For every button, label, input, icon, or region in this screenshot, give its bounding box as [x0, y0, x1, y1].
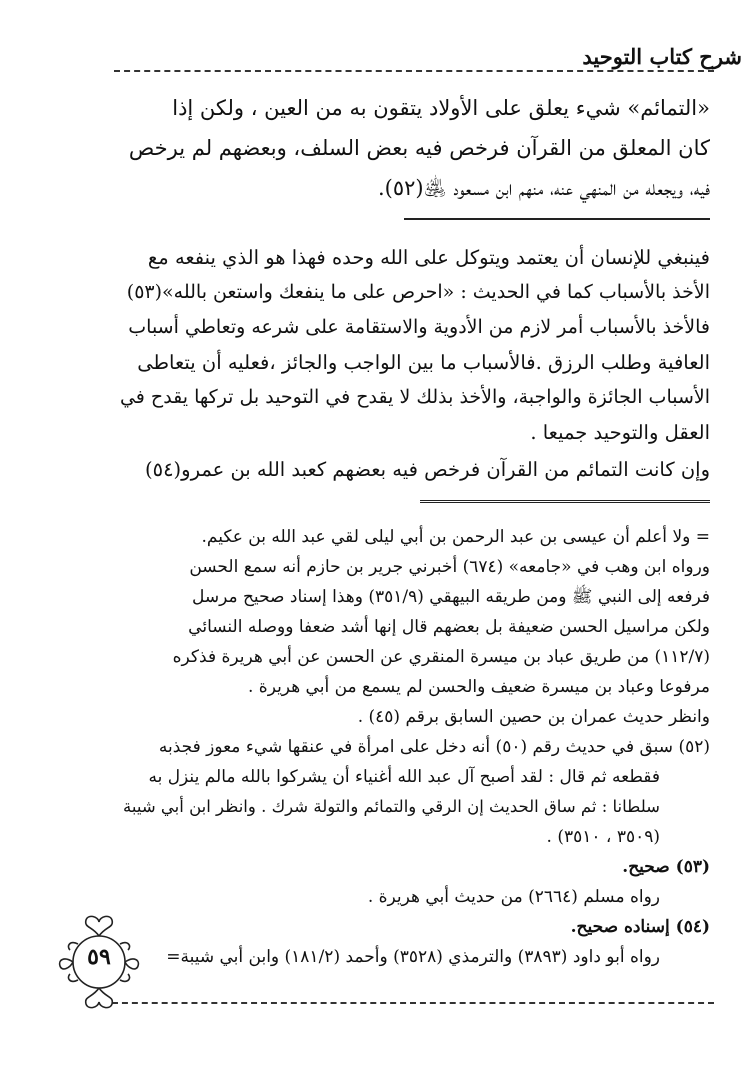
footnote-54-body: رواه أبو داود (٣٨٩٣) والترمذي (٣٥٢٨) وأحمد (١٨١/٢) وابن أبي شيبة= [166, 947, 660, 967]
footnote-separator [420, 500, 710, 503]
footnote-52: (٥٢) سبق في حديث رقم (٥٠) أنه دخل على امرأة في عنقها شيء معوز فجذبه [158, 737, 710, 757]
p1-line: كان المعلق من القرآن فرخص فيه بعض السلف، وبعضهم لم يرخص [128, 136, 710, 160]
paragraph-3 [118, 452, 710, 487]
p2-line: العقل والتوحيد جميعا . [530, 421, 710, 444]
footnote-53-head: (٥٣) صحيح. [622, 857, 710, 877]
footnote-54-head: (٥٤) إسناده صحيح. [570, 917, 710, 937]
footnote-line: فرفعه إلى النبي ﷺ ومن طريقه البيهقي (٣٥١/٩) وهذا إسناد صحيح مرسل [191, 587, 710, 607]
p2-line: الأسباب الجائزة والواجبة، والأخذ بذلك لا يقدح في التوحيد بل تركها يقدح في [119, 386, 710, 408]
footnote-line: مرفوعا وعباد بن ميسرة ضعيف والحسن لم يسمع من أبي هريرة . [247, 677, 710, 697]
footnote-53-body: رواه مسلم (٢٦٦٤) من حديث أبي هريرة . [367, 887, 660, 907]
p3-line: وإن كانت التمائم من القرآن فرخص فيه بعضهم كعبد الله بن عمرو(٥٤) [144, 458, 710, 481]
footnote-line: ورواه ابن وهب في «جامعه» (٦٧٤) أخبرني جرير بن حازم أنه سمع الحسن [189, 557, 710, 577]
page-number: ٥٩ [87, 944, 111, 970]
footnote-line: وانظر حديث عمران بن حصين السابق برقم (٤٥) . [357, 707, 710, 727]
p1-line: فيه، ويجعله من المنهي عنه، منهم ابن مسعود ﵁(٥٢). [377, 176, 710, 200]
footnote-line: (١١٢/٧) من طريق عباد بن ميسرة المنقري عن الحسن عن أبي هريرة فذكره [172, 647, 710, 667]
section-separator [404, 218, 710, 220]
footnote-line: = ولا أعلم أن عيسى بن عبد الرحمن بن أبي ليلى لقي عبد الله بن عكيم. [201, 527, 710, 547]
paragraph-2 [118, 240, 710, 450]
header-rule [114, 70, 714, 72]
footnote-line: (٣٥٠٩ ، ٣٥١٠) . [546, 827, 660, 847]
running-title: شرح كتاب التوحيد [582, 44, 742, 69]
p1-line: «التمائم» شيء يعلق على الأولاد يتقون به من العين ، ولكن إذا [172, 96, 710, 120]
p2-line: العافية وطلب الرزق .فالأسباب ما بين الواجب والجائز ،فعليه أن يتعاطى [137, 351, 710, 374]
footnote-line: ولكن مراسيل الحسن ضعيفة بل بعضهم قال إنها أشد ضعفا ووصله النسائي [188, 617, 710, 637]
footer-rule [112, 1002, 714, 1004]
footnote-line: سلطانا : ثم ساق الحديث إن الرقي والتمائم والتولة شرك . وانظر ابن أبي شيبة [123, 797, 660, 816]
p2-line: فينبغي للإنسان أن يعتمد ويتوكل على الله وحده فهذا هو الذي ينفعه مع [147, 246, 710, 269]
p2-line: الأخذ بالأسباب كما في الحديث : «احرص على ما ينفعك واستعن بالله»(٥٣) [126, 281, 710, 303]
p2-line: فالأخذ بالأسباب أمر لازم من الأدوية والاستقامة على شرعه وتعاطي أسباب [128, 316, 710, 338]
footnotes [118, 522, 710, 972]
paragraph-1 [118, 88, 710, 208]
footnote-line: فقطعه ثم قال : لقد أصبح آل عبد الله أغنياء أن يشركوا بالله مالم ينزل به [148, 767, 660, 787]
